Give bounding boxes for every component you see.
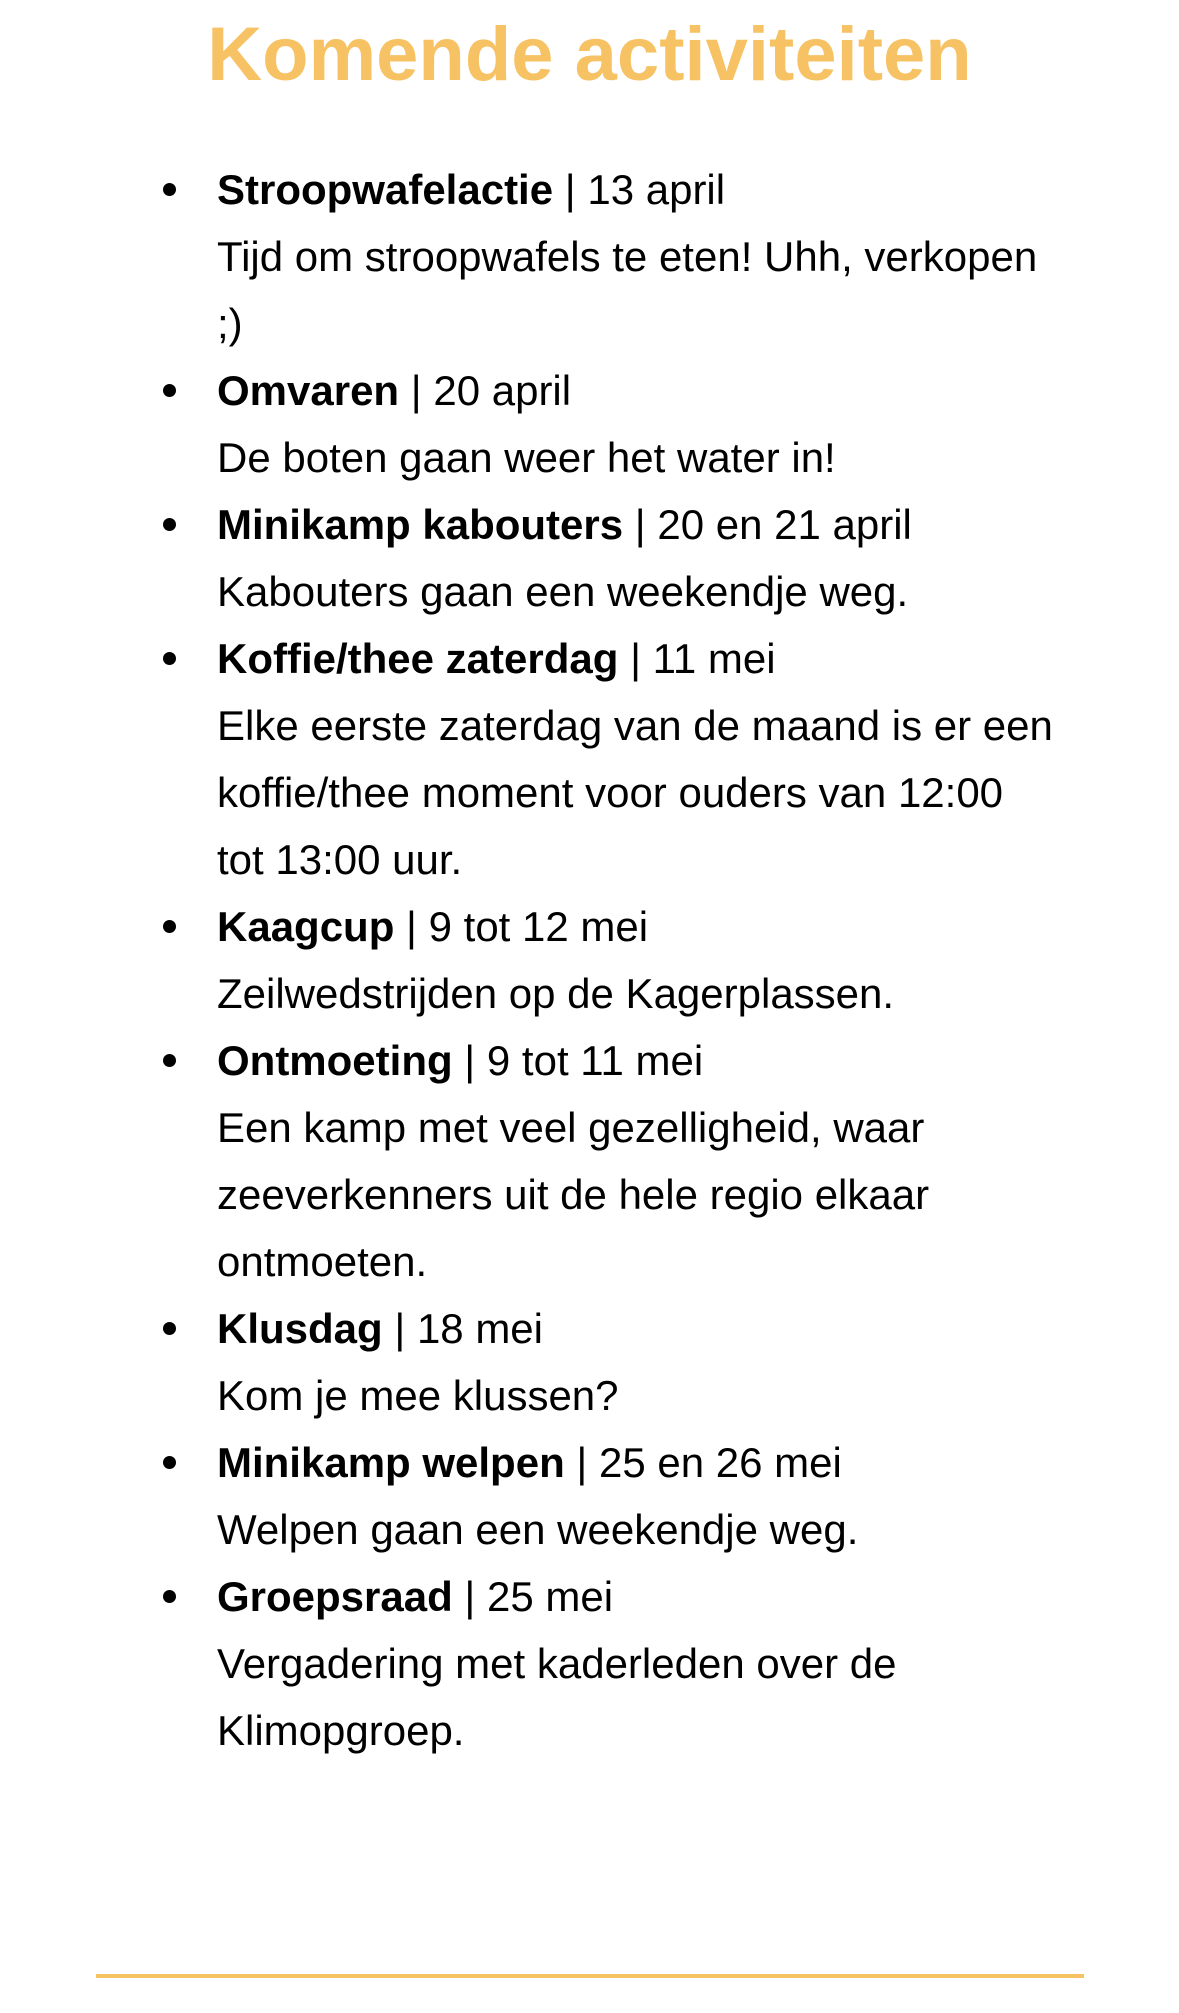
separator: | — [564, 1439, 599, 1486]
activity-date: 18 mei — [416, 1305, 543, 1352]
separator: | — [452, 1573, 488, 1620]
activity-date: 20 en 21 april — [657, 501, 912, 548]
bullet-icon — [163, 652, 176, 665]
activity-name: Minikamp welpen — [217, 1439, 565, 1486]
activity-date: 20 april — [433, 367, 572, 414]
list-item — [0, 1295, 1179, 1429]
list-item — [0, 491, 1179, 625]
bullet-icon — [163, 183, 176, 196]
separator: | — [399, 367, 434, 414]
activity-name: Minikamp kabouters — [217, 501, 624, 548]
bullet-icon — [163, 920, 176, 933]
footer-divider — [96, 1974, 1084, 1978]
activity-name: Klusdag — [217, 1305, 383, 1352]
activity-description: Tijd om stroopwafels te eten! Uhh, verkopen ;) — [217, 233, 1038, 347]
activity-name: Ontmoeting — [217, 1037, 453, 1084]
separator: | — [618, 635, 653, 682]
bullet-icon — [163, 1054, 176, 1067]
list-item — [0, 1027, 1179, 1295]
activity-description: Een kamp met veel gezelligheid, waar zeeverkenners uit de hele regio elkaar ontmoeten. — [217, 1104, 930, 1285]
activity-description: Elke eerste zaterdag van de maand is er een koffie/thee moment voor ouders van 12:00 tot 13:00 uur. — [217, 702, 1053, 883]
separator: | — [382, 1305, 417, 1352]
activity-list — [0, 156, 1179, 1764]
activity-date: 25 mei — [487, 1573, 614, 1620]
activity-date: 9 tot 12 mei — [428, 903, 649, 950]
separator: | — [394, 903, 429, 950]
activity-description: De boten gaan weer het water in! — [217, 434, 836, 481]
activity-date: 11 mei — [652, 635, 776, 682]
list-item — [0, 625, 1179, 893]
bullet-icon — [163, 1590, 176, 1603]
activity-date: 25 en 26 mei — [598, 1439, 842, 1486]
bullet-icon — [163, 1456, 176, 1469]
bullet-icon — [163, 1322, 176, 1335]
activity-name: Koffie/thee zaterdag — [217, 635, 619, 682]
activity-description: Kabouters gaan een weekendje weg. — [217, 568, 909, 615]
separator: | — [452, 1037, 487, 1084]
activity-description: Welpen gaan een weekendje weg. — [217, 1506, 859, 1553]
page-title: Komende activiteiten — [207, 12, 972, 97]
activity-date: 13 april — [587, 166, 726, 213]
list-item — [0, 357, 1179, 491]
list-item — [0, 1563, 1179, 1764]
bullet-icon — [163, 384, 176, 397]
list-item — [0, 893, 1179, 1027]
separator: | — [623, 501, 658, 548]
activity-name: Groepsraad — [217, 1573, 453, 1620]
activity-description: Kom je mee klussen? — [217, 1372, 619, 1419]
activity-name: Kaagcup — [217, 903, 395, 950]
activity-date: 9 tot 11 mei — [486, 1037, 704, 1084]
list-item — [0, 1429, 1179, 1563]
list-item — [0, 156, 1179, 357]
activity-description: Zeilwedstrijden op de Kagerplassen. — [217, 970, 895, 1017]
activity-name: Omvaren — [217, 367, 400, 414]
activity-description: Vergadering met kaderleden over de Klimopgroep. — [217, 1640, 897, 1754]
bullet-icon — [163, 518, 176, 531]
separator: | — [553, 166, 588, 213]
activity-name: Stroopwafelactie — [217, 166, 554, 213]
